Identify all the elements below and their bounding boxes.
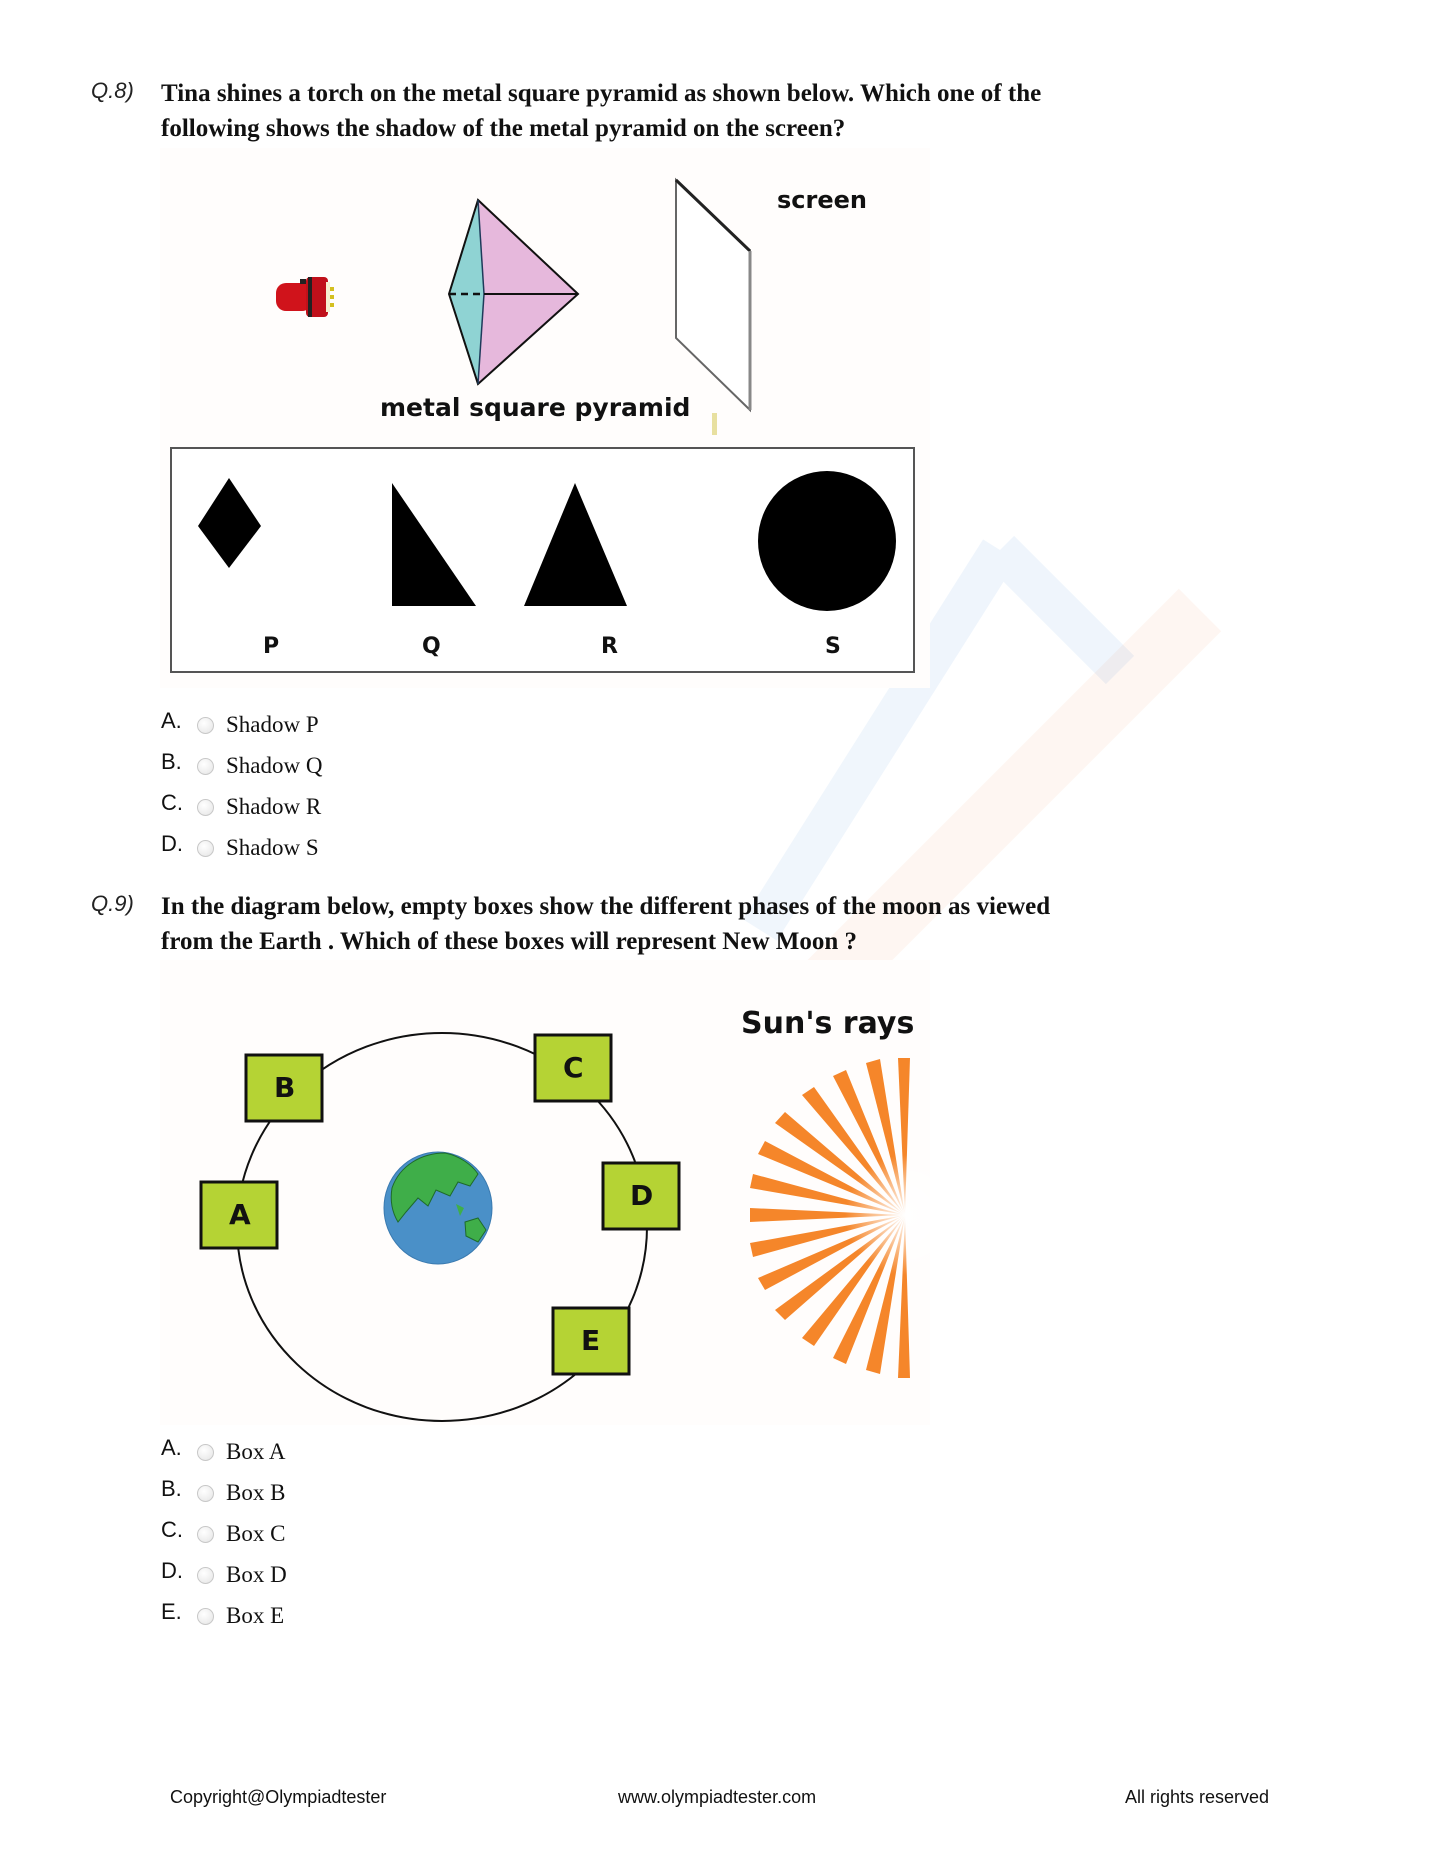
option-letter: D. (161, 831, 183, 856)
option-label: Shadow R (226, 794, 322, 819)
footer-copyright: Copyright@Olympiadtester (170, 1787, 387, 1807)
shadow-label-s: S (825, 634, 841, 659)
box-label-a: A (229, 1198, 251, 1231)
radio-button[interactable] (197, 717, 214, 734)
q9-option-a[interactable] (161, 1437, 285, 1467)
earth-icon (384, 1152, 492, 1264)
footer-website[interactable]: www.olympiadtester.com (618, 1787, 817, 1807)
sun-rays-label: Sun's rays (741, 1006, 915, 1041)
radio-button[interactable] (197, 799, 214, 816)
radio-button[interactable] (197, 758, 214, 775)
option-letter: B. (161, 749, 182, 774)
option-letter: B. (161, 1476, 182, 1501)
option-label: Box A (226, 1439, 286, 1464)
sun-rays-icon (750, 1058, 930, 1378)
option-label: Box B (226, 1480, 286, 1505)
radio-button[interactable] (197, 840, 214, 857)
option-label: Box D (226, 1562, 287, 1587)
radio-button[interactable] (197, 1608, 214, 1625)
option-letter: A. (161, 708, 182, 733)
box-label-e: E (581, 1324, 601, 1357)
shadow-label-r: R (601, 634, 618, 659)
q9-option-b[interactable] (161, 1478, 285, 1508)
question-9-text: In the diagram below, empty boxes show the different phases of the moon as viewed from the Earth . Which of these boxes will represent New Moon ? (161, 893, 1051, 955)
q8-option-d[interactable] (161, 833, 319, 863)
option-label: Box C (226, 1521, 286, 1546)
question-9-figure (160, 960, 930, 1425)
q9-option-c[interactable] (161, 1519, 285, 1549)
radio-button[interactable] (197, 1526, 214, 1543)
torch-icon (276, 277, 334, 317)
q8-option-a[interactable] (161, 710, 319, 740)
screen-label: screen (777, 186, 867, 214)
q8-option-c[interactable] (161, 792, 321, 822)
pyramid-label: metal square pyramid (380, 393, 691, 422)
option-label: Box E (226, 1603, 285, 1628)
option-letter: D. (161, 1558, 183, 1583)
pyramid-shape (449, 200, 578, 384)
option-letter: C. (161, 1517, 183, 1542)
q9-option-e[interactable] (161, 1601, 284, 1631)
box-label-b: B (274, 1071, 296, 1104)
radio-button[interactable] (197, 1485, 214, 1502)
q8-option-b[interactable] (161, 751, 322, 781)
q9-option-d[interactable] (161, 1560, 287, 1590)
option-label: Shadow S (226, 835, 319, 860)
option-label: Shadow P (226, 712, 319, 737)
question-8-text: Tina shines a torch on the metal square pyramid as shown below. Which one of the following shows the shadow of the metal pyramid on the screen? (161, 80, 1042, 142)
option-label: Shadow Q (226, 753, 323, 778)
radio-button[interactable] (197, 1444, 214, 1461)
option-letter: A. (161, 1435, 182, 1460)
option-letter: C. (161, 790, 183, 815)
question-9-number: Q.9) (91, 891, 134, 916)
box-label-d: D (630, 1179, 654, 1212)
shadow-label-q: Q (422, 634, 441, 659)
option-letter: E. (161, 1599, 182, 1624)
radio-button[interactable] (197, 1567, 214, 1584)
question-8-figure (160, 148, 930, 688)
box-label-c: C (563, 1051, 584, 1084)
shadow-label-p: P (263, 634, 280, 659)
footer-rights: All rights reserved (1125, 1787, 1270, 1807)
question-8-number: Q.8) (91, 78, 134, 103)
